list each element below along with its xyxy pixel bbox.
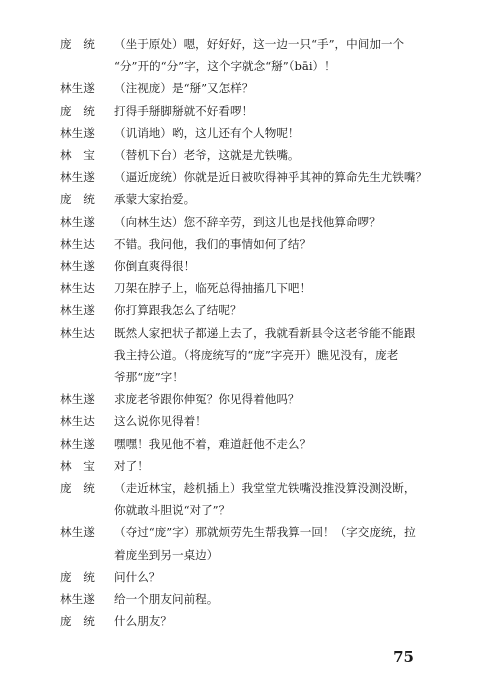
dialogue-text: 求庞老爷跟你伸冤？你见得着他吗？ (114, 392, 300, 407)
speaker-name: 林生遂 (60, 125, 95, 140)
speaker-name: 林生达 (60, 281, 95, 296)
dialogue-continuation (60, 499, 452, 521)
dialogue-text: 着庞坐到另一桌边） (114, 547, 219, 562)
dialogue-text: （坐于原处）嗯，好好好，这一边一只“手”，中间加一个 (114, 37, 405, 51)
dialogue-line (60, 233, 452, 255)
dialogue-text: 嘿嘿！我见他不着，难道赶他不走么？ (114, 436, 312, 451)
speaker-name: 林生达 (60, 414, 95, 429)
dialogue-continuation (60, 544, 452, 566)
dialogue-line (60, 33, 452, 55)
dialogue-text: 你倒直爽得很！ (114, 259, 196, 274)
speaker-name: 林生遂 (60, 81, 95, 96)
page-number: 75 (393, 648, 414, 666)
speaker-name: 林生达 (60, 325, 95, 340)
dialogue-text: （夺过“庞”字）那就烦劳先生帮我算一回！（字交庞统，拉 (114, 525, 416, 540)
dialogue-text: （注视庞）是“掰”又怎样？ (114, 81, 254, 96)
dialogue-line (60, 322, 452, 344)
speaker-name: 林生遂 (60, 259, 95, 274)
dialogue-line (60, 211, 452, 233)
dialogue-line (60, 255, 452, 277)
dialogue-text: 对了！ (114, 458, 149, 473)
dialogue-line (60, 410, 452, 432)
dialogue-text: 刀架在脖子上，临死总得抽搐几下吧！ (114, 281, 312, 296)
dialogue-line (60, 433, 452, 455)
dialogue-text: （逼近庞统）你就是近日被吹得神乎其神的算命先生尤铁嘴？ (114, 170, 428, 185)
dialogue-text: 你打算跟我怎么了结呢？ (114, 303, 242, 318)
dialogue-line (60, 588, 452, 610)
dialogue-text: （替机下台）老爷，这就是尤铁嘴。 (114, 148, 300, 163)
dialogue-text: （走近林宝，趁机插上）我堂堂尤铁嘴没推没算没测没断， (114, 481, 416, 496)
dialogue-text: （讥诮地）哟，这儿还有个人物呢！ (114, 125, 300, 140)
dialogue-line (60, 188, 452, 210)
dialogue-line (60, 455, 452, 477)
speaker-name: 庞 统 (60, 614, 95, 629)
dialogue-line (60, 521, 452, 543)
speaker-name: 林 宝 (60, 148, 95, 163)
speaker-name: 林生遂 (60, 214, 95, 229)
dialogue-line (60, 100, 452, 122)
dialogue-line (60, 277, 452, 299)
dialogue-line (60, 166, 452, 188)
dialogue-text: “分”开的“分”字，这个字就念“掰”（bāi）！ (114, 59, 336, 74)
dialogue-line (60, 144, 452, 166)
speaker-name: 林生遂 (60, 436, 95, 451)
speaker-name: 林生遂 (60, 525, 95, 540)
speaker-name: 林生遂 (60, 303, 95, 318)
dialogue-continuation (60, 344, 452, 366)
speaker-name: 林生遂 (60, 392, 95, 407)
speaker-name: 林生遂 (60, 170, 95, 185)
speaker-name: 庞 统 (60, 569, 95, 584)
speaker-name: 林生达 (60, 236, 95, 251)
speaker-name: 庞 统 (60, 103, 95, 118)
dialogue-line (60, 388, 452, 410)
dialogue-line (60, 77, 452, 99)
dialogue-text: 这么说你见得着！ (114, 414, 207, 429)
dialogue-text: 你就敢斗胆说“对了”？ (114, 503, 231, 518)
dialogue-line (60, 477, 452, 499)
dialogue-continuation (60, 366, 452, 388)
speaker-name: 庞 统 (60, 192, 95, 207)
speaker-name: 庞 统 (60, 37, 95, 51)
dialogue-text: 爷那“庞”字！ (114, 370, 184, 385)
speaker-name: 林生遂 (60, 592, 95, 607)
dialogue-text: 我主持公道。（将庞统写的“庞”字亮开）瞧见没有，庞老 (114, 347, 399, 362)
dialogue-text: 给一个朋友问前程。 (114, 592, 219, 607)
dialogue-text: （向林生达）您不辞辛劳，到这儿也是找他算命啰？ (114, 214, 381, 229)
dialogue-text: 什么朋友？ (114, 614, 172, 629)
dialogue-line (60, 566, 452, 588)
dialogue-line (60, 122, 452, 144)
script-body (60, 33, 452, 632)
dialogue-line (60, 299, 452, 321)
speaker-name: 庞 统 (60, 481, 95, 496)
dialogue-text: 打得手掰脚掰就不好看啰！ (114, 103, 254, 118)
dialogue-text: 承蒙大家抬爱。 (114, 192, 196, 207)
speaker-name: 林 宝 (60, 458, 95, 473)
dialogue-text: 不错。我问他，我们的事情如何了结？ (114, 236, 312, 251)
dialogue-line (60, 610, 452, 632)
dialogue-text: 既然人家把状子都递上去了，我就看新县令这老爷能不能跟 (114, 325, 416, 340)
dialogue-text: 问什么？ (114, 569, 161, 584)
dialogue-continuation (60, 55, 452, 77)
